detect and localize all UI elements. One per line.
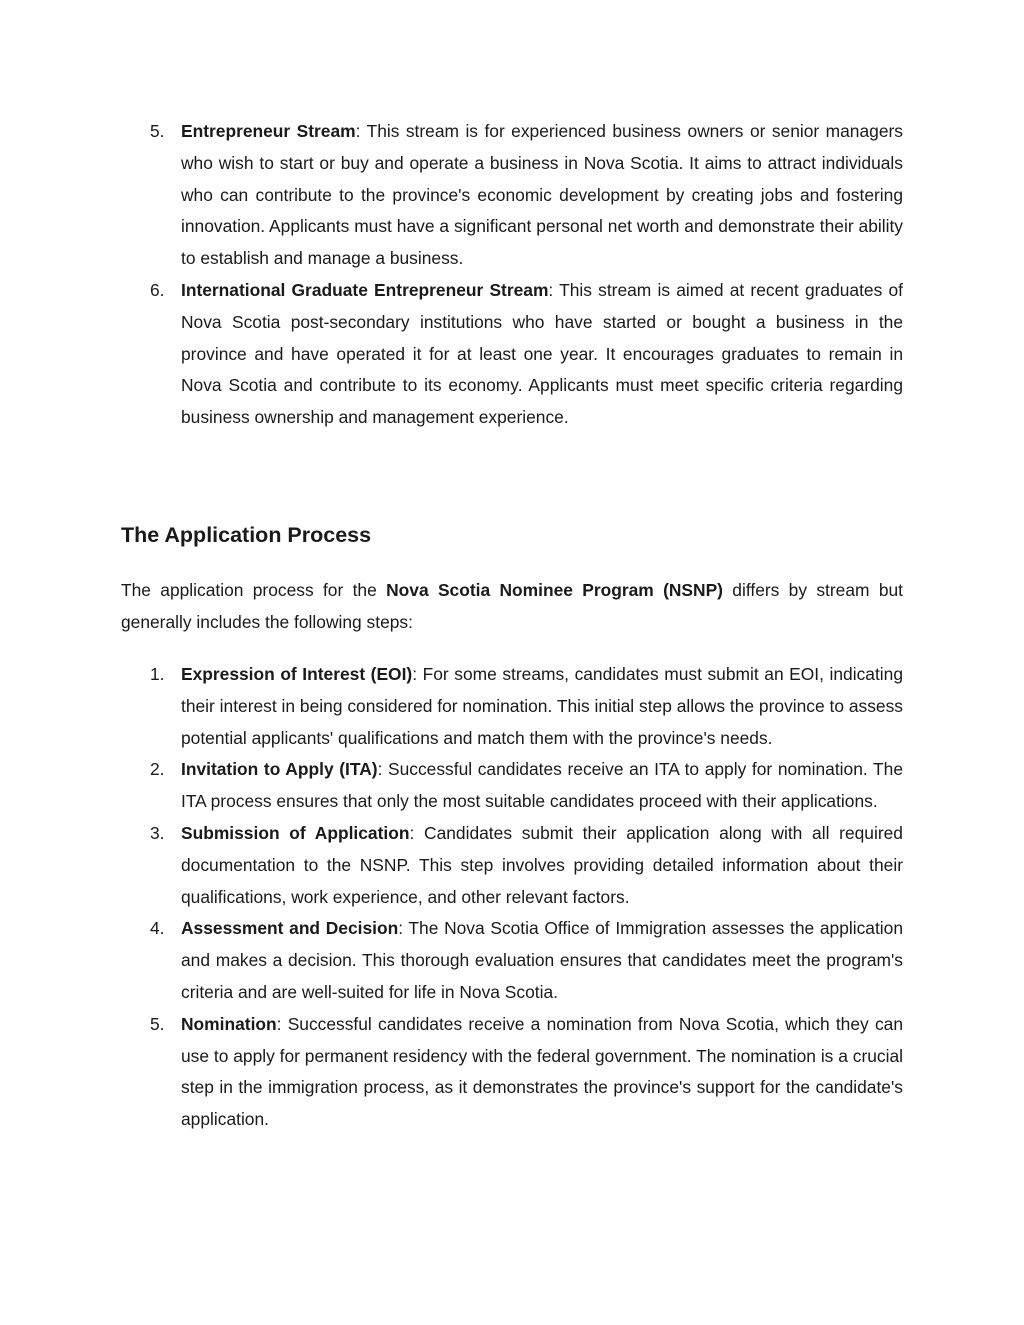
- stream-list: [150, 116, 903, 434]
- item-title: Submission of Application: [181, 822, 410, 843]
- list-number: 5.: [150, 1013, 165, 1034]
- list-item: [150, 659, 903, 754]
- list-number: 2.: [150, 759, 165, 780]
- item-title: Nomination: [181, 1013, 277, 1034]
- intro-program-name: Nova Scotia Nominee Program (NSNP): [386, 580, 723, 600]
- item-title: Entrepreneur Stream: [181, 121, 356, 141]
- intro-paragraph: [121, 575, 903, 639]
- list-item: [150, 116, 903, 275]
- list-number: 4.: [150, 918, 165, 939]
- item-title: Invitation to Apply (ITA): [181, 759, 378, 780]
- item-title: International Graduate Entrepreneur Stream: [181, 279, 549, 300]
- list-number: 5.: [150, 121, 165, 141]
- list-number: 1.: [150, 664, 165, 684]
- item-text: : Successful candidates receive an ITA to apply for nomination. The ITA process ensures that only the most suitable candidates proceed with their applications.: [181, 759, 904, 812]
- intro-text: The application process for the: [121, 580, 387, 600]
- item-text: : Candidates submit their application along with all required documentation to the NSNP. This step involves providing detailed information about their qualifications, work experience, and other relevant factors.: [181, 822, 903, 907]
- item-text: : Successful candidates receive a nomination from Nova Scotia, which they can use to apply for permanent residency with the federal government. The nomination is a crucial step in the immigration process, as it demonstrates the province's support for the candidate's application.: [181, 1013, 903, 1130]
- list-item: [150, 1009, 903, 1136]
- item-title: Expression of Interest (EOI): [181, 664, 413, 684]
- list-number: 6.: [150, 279, 165, 300]
- intro-text-end: differs by stream but generally includes the following steps:: [121, 580, 904, 632]
- item-text: : For some streams, candidates must submit an EOI, indicating their interest in being considered for nomination. This initial step allows the province to assess potential applicants' qualifications and match them with the province's needs.: [181, 664, 903, 748]
- item-text: : This stream is aimed at recent graduates of Nova Scotia post-secondary institutions who have started or bought a business in the province and have operated it for at least one year. It encourages graduates to remain in Nova Scotia and contribute to its economy. Applicants must meet specific criteria regarding business ownership and management experience.: [181, 279, 903, 428]
- list-item: [150, 818, 903, 913]
- item-title: Assessment and Decision: [181, 918, 399, 939]
- list-item: [150, 754, 903, 818]
- item-text: : This stream is for experienced business owners or senior managers who wish to start or buy and operate a business in Nova Scotia. It aims to attract individuals who can contribute to the province's economic development by creating jobs and fostering innovation. Applicants must have a significant personal net worth and demonstrate their ability to establish and manage a business.: [181, 121, 903, 269]
- list-item: [150, 275, 903, 434]
- list-item: [150, 913, 903, 1008]
- list-number: 3.: [150, 822, 165, 843]
- item-text: : The Nova Scotia Office of Immigration assesses the application and makes a decision. This thorough evaluation ensures that candidates meet the program's criteria and are well-suited for life in Nova Scotia.: [181, 918, 903, 1002]
- steps-list: [150, 659, 903, 1136]
- section-heading: The Application Process: [121, 523, 372, 547]
